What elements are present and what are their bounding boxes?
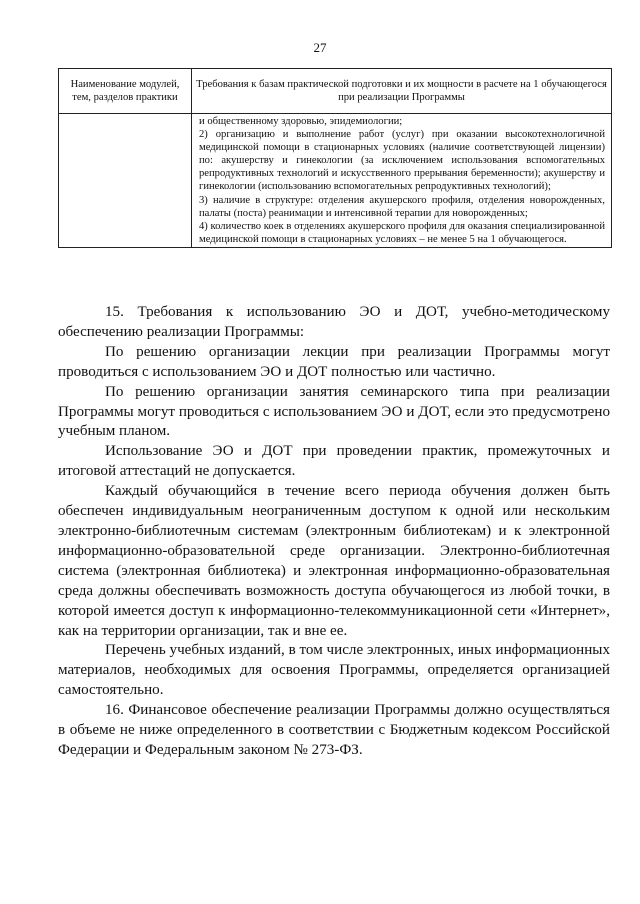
paragraph: По решению организации занятия семинарского типа при реализации Программы могут проводиться с использованием ЭО и ДОТ, если это предусмотрено учебным планом. [58, 383, 610, 440]
requirement-item: 3) наличие в структуре: отделения акушерского профиля, отделения новорожденных, палаты (поста) реанимации и интенсивной терапии для новорожденных; [199, 194, 605, 219]
table-cell-module [59, 114, 192, 248]
paragraph: Перечень учебных изданий, в том числе электронных, иных информационных материалов, необходимых для освоения Программы, определяется организацией самостоятельно. [58, 642, 610, 699]
body-text [58, 303, 610, 761]
table-cell-requirements [192, 114, 612, 248]
table-row [59, 114, 612, 248]
paragraph: Каждый обучающийся в течение всего периода обучения должен быть обеспечен индивидуальным неограниченным доступом к одной или нескольким электронно-библиотечным системам (электронным библиотекам) и к электронной информационно-образовательной среде организации. Электронно-библиотечная система (электронная библиотека) и электронная информационно-образовательная среда должны обеспечивать возможность доступа обучающегося из любой точки, в которой имеется доступ к информационно-телекоммуникационной сети «Интернет», как на территории организации, так и вне ее. [58, 483, 610, 639]
paragraph: По решению организации лекции при реализации Программы могут проводиться с использованием ЭО и ДОТ полностью или частично. [58, 343, 610, 380]
paragraph: 16. Финансовое обеспечение реализации Программы должно осуществляться в объеме не ниже определенного в соответствии с Бюджетным кодексом Российской Федерации и Федеральным законом № 273-ФЗ. [58, 702, 610, 758]
header-requirements: Требования к базам практической подготовки и их мощности в расчете на 1 обучающегося при реализации Программы [192, 69, 612, 114]
requirement-item: и общественному здоровью, эпидемиологии; [199, 116, 403, 127]
header-modules: Наименование модулей, тем, разделов практики [59, 69, 192, 114]
paragraph: Использование ЭО и ДОТ при проведении практик, промежуточных и итоговой аттестаций не допускается. [58, 443, 610, 480]
page-number: 27 [313, 40, 327, 55]
table-header-row [59, 69, 612, 114]
requirement-item: 4) количество коек в отделениях акушерского профиля для оказания специализированной медицинской помощи в стационарных условиях – не менее 5 на 1 обучающегося. [199, 220, 605, 245]
paragraph: 15. Требования к использованию ЭО и ДОТ, учебно-методическому обеспечению реализации Программы: [58, 304, 610, 340]
requirement-item: 2) организацию и выполнение работ (услуг) при оказании высокотехнологичной медицинской помощи в стационарных условиях (наличие соответствующей лицензии) по: акушерству и гинекологии (за исключением использования вспомогательных репродуктивных технологий и искусственного прерывания беременности); акушерству и гинекологии (использованию вспомогательных репродуктивных технологий); [199, 129, 605, 193]
requirements-table [58, 68, 612, 248]
